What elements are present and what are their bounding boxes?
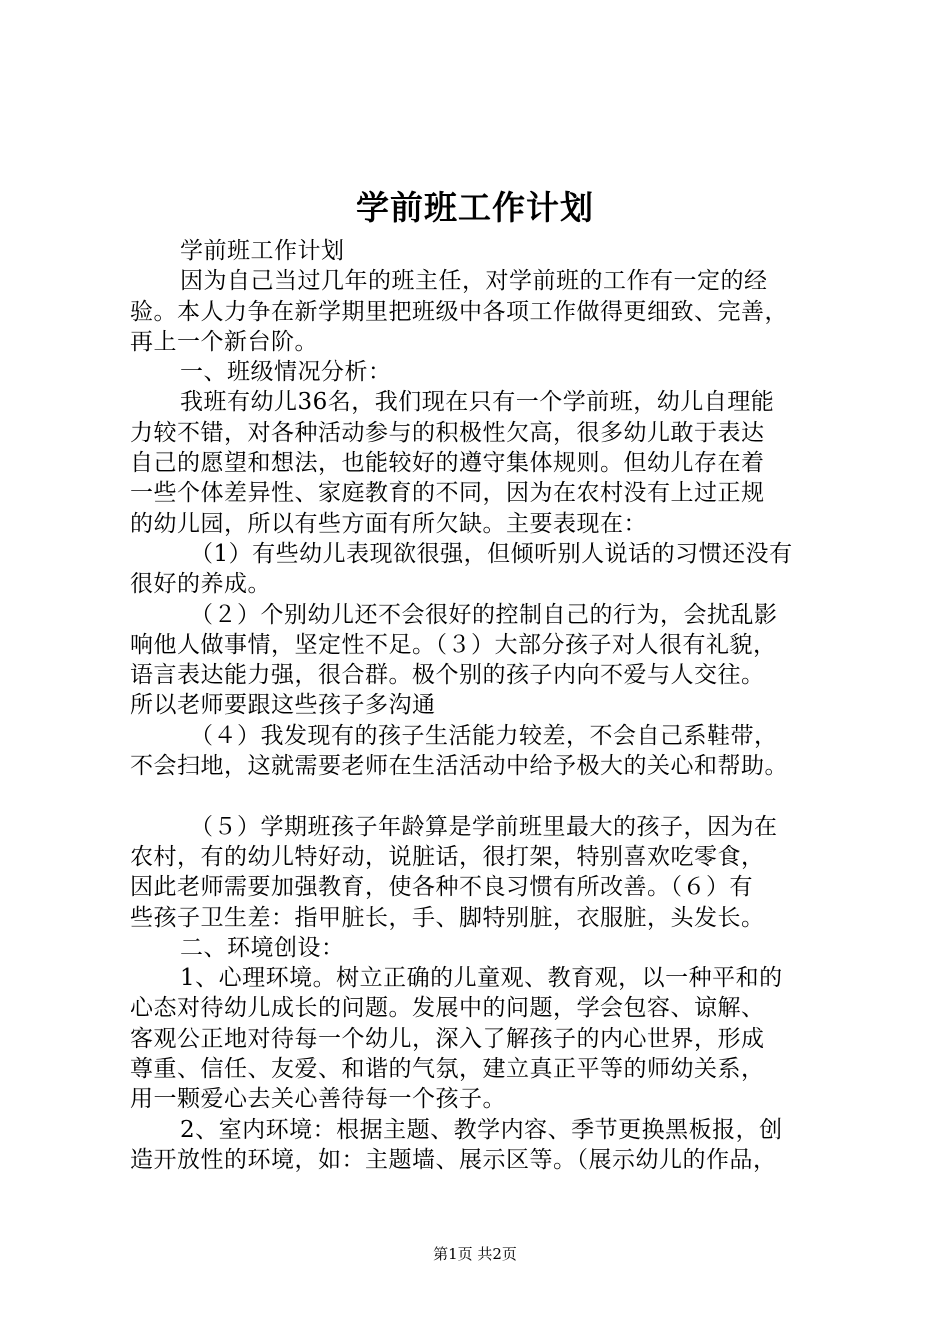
body-line: 学前班工作计划 [180, 238, 345, 264]
body-line: 自己的愿望和想法，也能较好的遵守集体规则。但幼儿存在着 [130, 450, 765, 477]
body-line: 造开放性的环境，如：主题墙、展示区等。（展示幼儿的作品， [130, 1146, 777, 1173]
body-line: 所以老师要跟这些孩子多沟通 [130, 692, 436, 719]
section-heading: 一、班级情况分析： [180, 359, 392, 386]
blank-line [130, 781, 842, 811]
body-line: 农村，有的幼儿特好动，说脏话，很打架，特别喜欢吃零食， [130, 843, 765, 870]
body-line: 语言表达能力强，很合群。极个别的孩子内向不爱与人交往。 [130, 662, 765, 689]
document-body [130, 236, 842, 1175]
body-line: （５）学期班孩子年龄算是学前班里最大的孩子，因为在 [190, 813, 778, 840]
body-line: 再上一个新台阶。 [130, 328, 318, 355]
section-heading: 二、环境创设： [180, 934, 345, 961]
body-line: 用一颗爱心去关心善待每一个孩子。 [130, 1086, 506, 1113]
body-line: 2、室内环境：根据主题、教学内容、季节更换黑板报，创 [180, 1116, 783, 1143]
body-line: 尊重、信任、友爱、和谐的气氛，建立真正平等的师幼关系， [130, 1056, 765, 1083]
body-line: 不会扫地，这就需要老师在生活活动中给予极大的关心和帮助。 [130, 753, 788, 780]
body-line: 因此老师需要加强教育，使各种不良习惯有所改善。（６）有 [130, 874, 753, 901]
body-line: 的幼儿园，所以有些方面有所欠缺。主要表现在： [130, 510, 647, 537]
body-line: 响他人做事情，坚定性不足。（３）大部分孩子对人很有礼貌， [130, 631, 777, 658]
page-footer: 第1页 共2页 [433, 1245, 517, 1263]
body-line: 客观公正地对待每一个幼儿，深入了解孩子的内心世界，形成 [130, 1025, 765, 1052]
body-line: （４）我发现有的孩子生活能力较差，不会自己系鞋带， [190, 722, 778, 749]
body-line: 验。本人力争在新学期里把班级中各项工作做得更细致、完善， [130, 298, 788, 325]
body-line: 心态对待幼儿成长的问题。发展中的问题，学会包容、谅解、 [130, 995, 765, 1022]
body-line: 些孩子卫生差：指甲脏长，手、脚特别脏，衣服脏，头发长。 [130, 904, 765, 931]
body-line: 很好的养成。 [130, 571, 271, 598]
body-line: 一些个体差异性、家庭教育的不同，因为在农村没有上过正规 [130, 480, 765, 507]
body-line: 力较不错，对各种活动参与的积极性欠高，很多幼儿敢于表达 [130, 419, 765, 446]
body-line: 我班有幼儿36名，我们现在只有一个学前班，幼儿自理能 [180, 389, 775, 416]
body-line: （1）有些幼儿表现欲很强，但倾听别人说话的习惯还没有 [190, 540, 793, 567]
body-line: （２）个别幼儿还不会很好的控制自己的行为，会扰乱影 [190, 601, 778, 628]
body-line: 1、心理环境。树立正确的儿童观、教育观，以一种平和的 [180, 965, 783, 992]
document-title: 学前班工作计划 [356, 188, 594, 227]
body-line: 因为自己当过几年的班主任，对学前班的工作有一定的经 [180, 268, 768, 295]
